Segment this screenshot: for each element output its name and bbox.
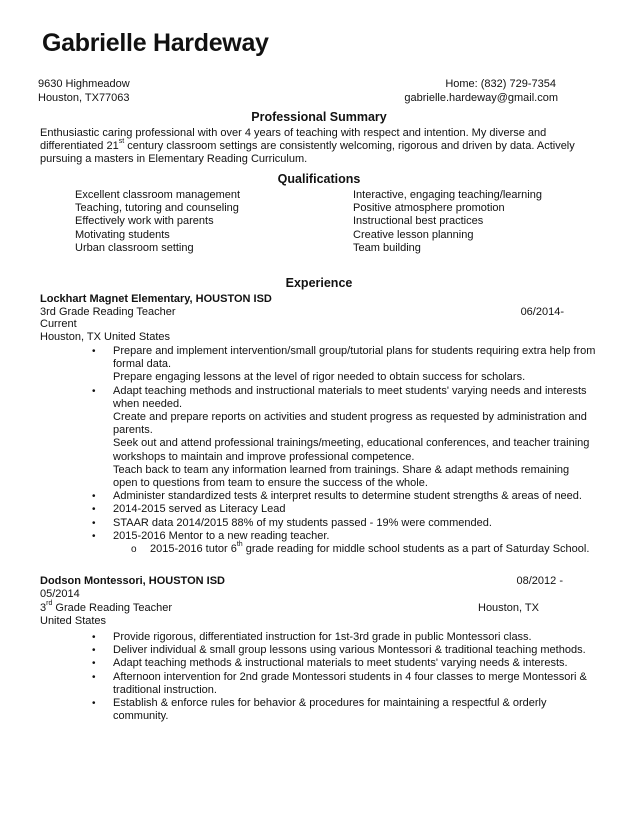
qualification-item: Teaching, tutoring and counseling <box>75 202 239 215</box>
bullet-marker: • <box>92 632 96 643</box>
bullet-marker: • <box>92 504 96 516</box>
phone: Home: (832) 729-7354 <box>445 78 556 90</box>
qualification-item: Excellent classroom management <box>75 189 241 201</box>
bullet-marker: • <box>92 491 96 503</box>
bullet-line: formal data. <box>113 358 172 371</box>
qualification-item: Positive atmosphere promotion <box>353 202 505 215</box>
bullet-line: Administer standardized tests & interpret results to determine student strengths & areas of need. <box>113 490 582 503</box>
bullet-marker: • <box>92 658 96 670</box>
bullet-item <box>92 657 573 670</box>
job1-employer: Lockhart Magnet Elementary, HOUSTON ISD <box>40 293 272 305</box>
qualification-item: Interactive, engaging teaching/learning <box>353 189 542 201</box>
qualification-item: Creative lesson planning <box>353 228 474 241</box>
experience-title: Experience <box>285 276 353 290</box>
job1-location: Houston, TX United States <box>40 331 171 343</box>
job1-current: Current <box>40 318 77 330</box>
bullet-line: Deliver individual & small group lessons using various Montessori & traditional teaching methods. <box>113 644 586 657</box>
bullet-line: workshops to maintain and improve professional competence. <box>113 450 415 463</box>
email: gabrielle.hardeway@gmail.com <box>404 92 558 104</box>
qualifications-right-column <box>353 189 542 255</box>
bullet-line: Teach back to team any information learned from trainings. Share & adapt methods remaining <box>113 463 570 476</box>
bullet-line: Establish & enforce rules for behavior & procedures for maintaining a respectful & orderly <box>113 697 547 710</box>
bullet-marker: • <box>92 530 96 542</box>
bullet-item <box>92 490 582 503</box>
job1-duties <box>92 345 596 556</box>
bullet-marker: • <box>92 698 96 710</box>
bullet-line: Adapt teaching methods and instructional materials to meet students' varying needs and interests <box>113 384 587 397</box>
bullet-item <box>92 345 596 385</box>
summary-line-2: differentiated 21st century classroom settings are consistently welcoming, rigorous and driven by data. Actively <box>40 138 575 152</box>
bullet-line: parents. <box>113 424 153 437</box>
bullet-line: 2014-2015 served as Literacy Lead <box>113 503 286 516</box>
job2-country: United States <box>40 615 107 627</box>
bullet-item <box>92 516 573 530</box>
qualification-item: Urban classroom setting <box>75 241 194 254</box>
qualification-item: Instructional best practices <box>353 215 484 228</box>
address-line-1: 9630 Highmeadow <box>38 78 130 90</box>
bullet-marker: • <box>92 645 96 657</box>
job1-role: 3rd Grade Reading Teacher <box>40 306 176 318</box>
bullet-item <box>92 670 587 697</box>
job1-bullet-list <box>92 345 596 543</box>
bullet-marker: • <box>92 517 96 529</box>
resume-name: Gabrielle Hardeway <box>42 29 269 57</box>
job2-role: 3rd Grade Reading Teacher <box>40 600 173 614</box>
job1-sub-bullet: o 2015-2016 tutor 6th grade reading for middle school students as a part of Saturday School. <box>131 541 590 556</box>
qualifications-title: Qualifications <box>277 172 361 186</box>
job2-dates: 08/2012 - <box>516 575 563 587</box>
bullet-item <box>92 697 573 723</box>
bullet-line: traditional instruction. <box>113 683 217 696</box>
job2-city: Houston, TX <box>478 602 539 614</box>
bullet-line: Afternoon intervention for 2nd grade Montessori students in 4 four classes to merge Montessori & <box>113 670 587 683</box>
bullet-marker: • <box>92 671 96 683</box>
bullet-item <box>92 503 573 516</box>
qualifications-left-column <box>75 189 240 255</box>
summary-title: Professional Summary <box>251 110 387 124</box>
qualification-item: Motivating students <box>75 228 170 241</box>
summary-text <box>40 127 575 166</box>
bullet-item <box>92 384 590 491</box>
job1-dates: 06/2014- <box>520 306 564 318</box>
bullet-item <box>92 631 573 644</box>
bullet-item <box>92 644 586 657</box>
job2-dates-end: 05/2014 <box>40 588 80 600</box>
job2-employer: Dodson Montessori, HOUSTON ISD <box>40 575 225 587</box>
bullet-line: open to questions from team to ensure the success of the whole. <box>113 477 428 490</box>
bullet-line: community. <box>113 710 169 723</box>
job2-duties <box>92 631 587 723</box>
bullet-line: Adapt teaching methods & instructional materials to meet students' varying needs & interests. <box>113 657 568 670</box>
bullet-line: Seek out and attend professional trainings/meeting, educational conferences, and teacher training <box>113 437 590 450</box>
bullet-line: STAAR data 2014/2015 88% of my students passed - 19% were commended. <box>113 516 492 529</box>
bullet-line: when needed. <box>113 397 183 410</box>
bullet-line: Provide rigorous, differentiated instruction for 1st-3rd grade in public Montessori class. <box>113 631 532 643</box>
bullet-line: 2015-2016 Mentor to a new reading teacher. <box>113 529 330 542</box>
job2-bullet-list <box>92 631 587 723</box>
bullet-line: Create and prepare reports on activities and student progress as requested by administration and <box>113 411 587 424</box>
summary-line-3: pursuing a masters in Elementary Reading Curriculum. <box>40 153 308 165</box>
address-line-2: Houston, TX77063 <box>38 92 130 104</box>
qualification-item: Team building <box>353 241 421 254</box>
bullet-line: Prepare and implement intervention/small group/tutorial plans for students requiring extra help from <box>113 345 596 357</box>
qualification-item: Effectively work with parents <box>75 215 214 228</box>
summary-line-1: Enthusiastic caring professional with over 4 years of teaching with respect and intention. My diverse and <box>40 127 547 139</box>
sub-bullet-marker: o <box>131 544 137 556</box>
bullet-item <box>92 529 573 543</box>
bullet-marker: • <box>92 346 96 357</box>
bullet-line: Prepare engaging lessons at the level of rigor needed to obtain success for scholars. <box>113 371 526 384</box>
bullet-marker: • <box>92 385 96 397</box>
